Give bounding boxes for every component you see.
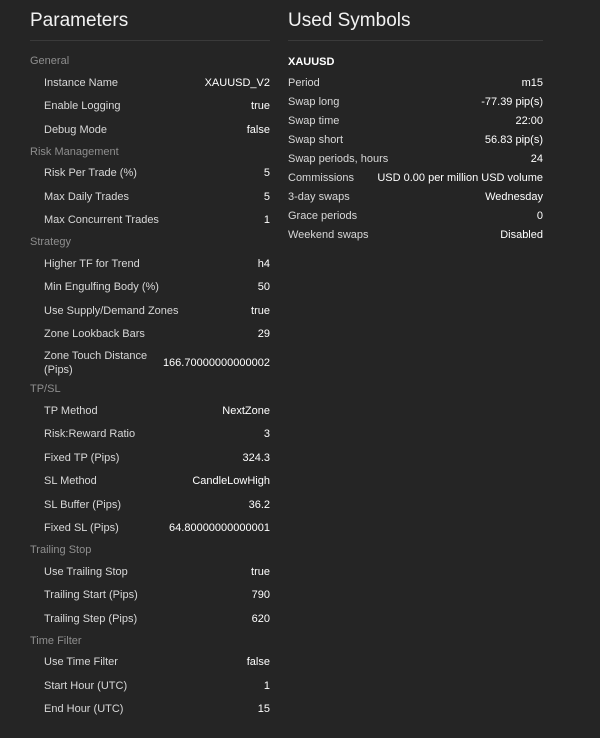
param-row-use-supply-demand-zones bbox=[30, 299, 270, 323]
symbol-property-value: 56.83 pip(s) bbox=[484, 133, 543, 146]
param-row-higher-tf-for-trend bbox=[30, 252, 270, 276]
param-label: Debug Mode bbox=[44, 123, 107, 136]
symbol-properties bbox=[288, 73, 543, 244]
param-row-fixed-sl-pips bbox=[30, 517, 270, 541]
param-value: true bbox=[251, 304, 270, 317]
param-row-start-hour-utc bbox=[30, 674, 270, 698]
param-row-use-trailing-stop bbox=[30, 560, 270, 584]
group-header-risk-management: Risk Management bbox=[30, 145, 119, 158]
param-value: 5 bbox=[263, 167, 270, 180]
symbol-property-value: 0 bbox=[536, 209, 543, 222]
param-value: 324.3 bbox=[242, 451, 270, 464]
param-value: false bbox=[246, 123, 270, 136]
param-value: XAUUSD_V2 bbox=[204, 76, 270, 89]
param-label: Min Engulfing Body (%) bbox=[44, 281, 159, 294]
param-value: 64.80000000000001 bbox=[169, 522, 270, 535]
param-label: Enable Logging bbox=[44, 100, 121, 113]
param-row-tp-method bbox=[30, 399, 270, 423]
param-value: 790 bbox=[251, 589, 270, 602]
param-row-zone-lookback-bars bbox=[30, 323, 270, 347]
param-value: 50 bbox=[257, 281, 270, 294]
group-header-general: General bbox=[30, 55, 70, 67]
param-row-trailing-start-pips bbox=[30, 584, 270, 608]
symbol-name: XAUUSD bbox=[288, 56, 335, 68]
symbol-property-label: Period bbox=[288, 76, 320, 89]
param-row-debug-mode bbox=[30, 118, 270, 142]
param-row-min-engulfing-body bbox=[30, 276, 270, 300]
symbol-property-value: m15 bbox=[521, 76, 543, 89]
param-label: Fixed TP (Pips) bbox=[44, 451, 120, 464]
param-value: NextZone bbox=[222, 404, 270, 417]
param-value: true bbox=[251, 100, 270, 113]
symbol-property-value: -77.39 pip(s) bbox=[481, 95, 543, 108]
symbol-row-swap-long bbox=[288, 92, 543, 111]
param-label: Use Trailing Stop bbox=[44, 565, 128, 578]
param-value: 29 bbox=[257, 328, 270, 341]
param-label: TP Method bbox=[44, 404, 98, 417]
param-value: 15 bbox=[257, 703, 270, 716]
param-label: Zone Lookback Bars bbox=[44, 328, 145, 341]
param-row-risk-reward-ratio bbox=[30, 423, 270, 447]
symbol-row-period bbox=[288, 73, 543, 92]
symbol-property-value: Disabled bbox=[500, 228, 543, 241]
symbol-property-value: 22:00 bbox=[515, 114, 543, 127]
param-value: h4 bbox=[257, 257, 270, 270]
symbol-property-label: 3-day swaps bbox=[288, 190, 350, 203]
symbol-property-label: Weekend swaps bbox=[288, 228, 369, 241]
param-label: Risk Per Trade (%) bbox=[44, 167, 137, 180]
param-row-fixed-tp-pips bbox=[30, 446, 270, 470]
group-header-tp-sl: TP/SL bbox=[30, 383, 61, 395]
param-label: Fixed SL (Pips) bbox=[44, 522, 119, 535]
param-label: Trailing Start (Pips) bbox=[44, 589, 138, 602]
param-row-sl-buffer-pips bbox=[30, 493, 270, 517]
param-row-trailing-step-pips bbox=[30, 607, 270, 631]
symbol-row-swap-periods-hours bbox=[288, 149, 543, 168]
param-label: Max Daily Trades bbox=[44, 190, 129, 203]
symbol-property-label: Swap short bbox=[288, 133, 344, 146]
group-header-strategy: Strategy bbox=[30, 236, 71, 248]
param-value: true bbox=[251, 565, 270, 578]
parameters-panel bbox=[30, 0, 270, 721]
param-label: Higher TF for Trend bbox=[44, 257, 140, 270]
param-value: 3 bbox=[263, 428, 270, 441]
param-label: SL Buffer (Pips) bbox=[44, 498, 122, 511]
param-row-max-daily-trades bbox=[30, 185, 270, 209]
symbol-property-label: Swap time bbox=[288, 114, 340, 127]
param-value: CandleLowHigh bbox=[192, 475, 270, 488]
param-row-instance-name bbox=[30, 71, 270, 95]
param-value: 36.2 bbox=[248, 498, 270, 511]
param-value: 620 bbox=[251, 612, 270, 625]
symbol-property-value: USD 0.00 per million USD volume bbox=[377, 171, 543, 184]
param-row-use-time-filter bbox=[30, 651, 270, 675]
symbol-row-3-day-swaps bbox=[288, 187, 543, 206]
symbol-row-grace-periods bbox=[288, 206, 543, 225]
param-label: Use Supply/Demand Zones bbox=[44, 304, 179, 317]
symbol-property-label: Commissions bbox=[288, 171, 355, 184]
param-label: Start Hour (UTC) bbox=[44, 679, 128, 692]
param-label: Use Time Filter bbox=[44, 656, 118, 669]
used-symbols-title: Used Symbols bbox=[288, 0, 543, 41]
param-label: Max Concurrent Trades bbox=[44, 214, 159, 227]
param-row-risk-per-trade bbox=[30, 162, 270, 186]
param-value: 1 bbox=[263, 214, 270, 227]
param-row-zone-touch-distance-pips bbox=[30, 346, 270, 379]
symbol-property-label: Grace periods bbox=[288, 209, 358, 222]
param-value: 1 bbox=[263, 679, 270, 692]
symbol-property-value: Wednesday bbox=[485, 190, 543, 203]
symbol-property-label: Swap periods, hours bbox=[288, 152, 389, 165]
param-row-sl-method bbox=[30, 470, 270, 494]
param-label: End Hour (UTC) bbox=[44, 703, 124, 716]
symbol-row-weekend-swaps bbox=[288, 225, 543, 244]
symbol-property-label: Swap long bbox=[288, 95, 340, 108]
group-header-time-filter: Time Filter bbox=[30, 634, 82, 647]
param-label: Zone Touch Distance (Pips) bbox=[44, 349, 148, 376]
symbol-details bbox=[288, 41, 543, 244]
param-row-end-hour-utc bbox=[30, 698, 270, 722]
symbol-row-commissions bbox=[288, 168, 543, 187]
param-label: Trailing Step (Pips) bbox=[44, 612, 138, 625]
parameters-list bbox=[30, 41, 270, 721]
param-label: Risk:Reward Ratio bbox=[44, 428, 136, 441]
parameters-title: Parameters bbox=[30, 0, 270, 41]
used-symbols-panel bbox=[288, 0, 543, 244]
param-value: 5 bbox=[263, 190, 270, 203]
param-row-enable-logging bbox=[30, 95, 270, 119]
group-header-trailing-stop: Trailing Stop bbox=[30, 544, 92, 556]
symbol-row-swap-time bbox=[288, 111, 543, 130]
param-value: 166.70000000000002 bbox=[162, 356, 270, 369]
param-row-max-concurrent-trades bbox=[30, 209, 270, 233]
symbol-row-swap-short bbox=[288, 130, 543, 149]
symbol-property-value: 24 bbox=[530, 152, 543, 165]
param-label: Instance Name bbox=[44, 76, 118, 89]
param-value: false bbox=[246, 656, 270, 669]
param-label: SL Method bbox=[44, 475, 97, 488]
